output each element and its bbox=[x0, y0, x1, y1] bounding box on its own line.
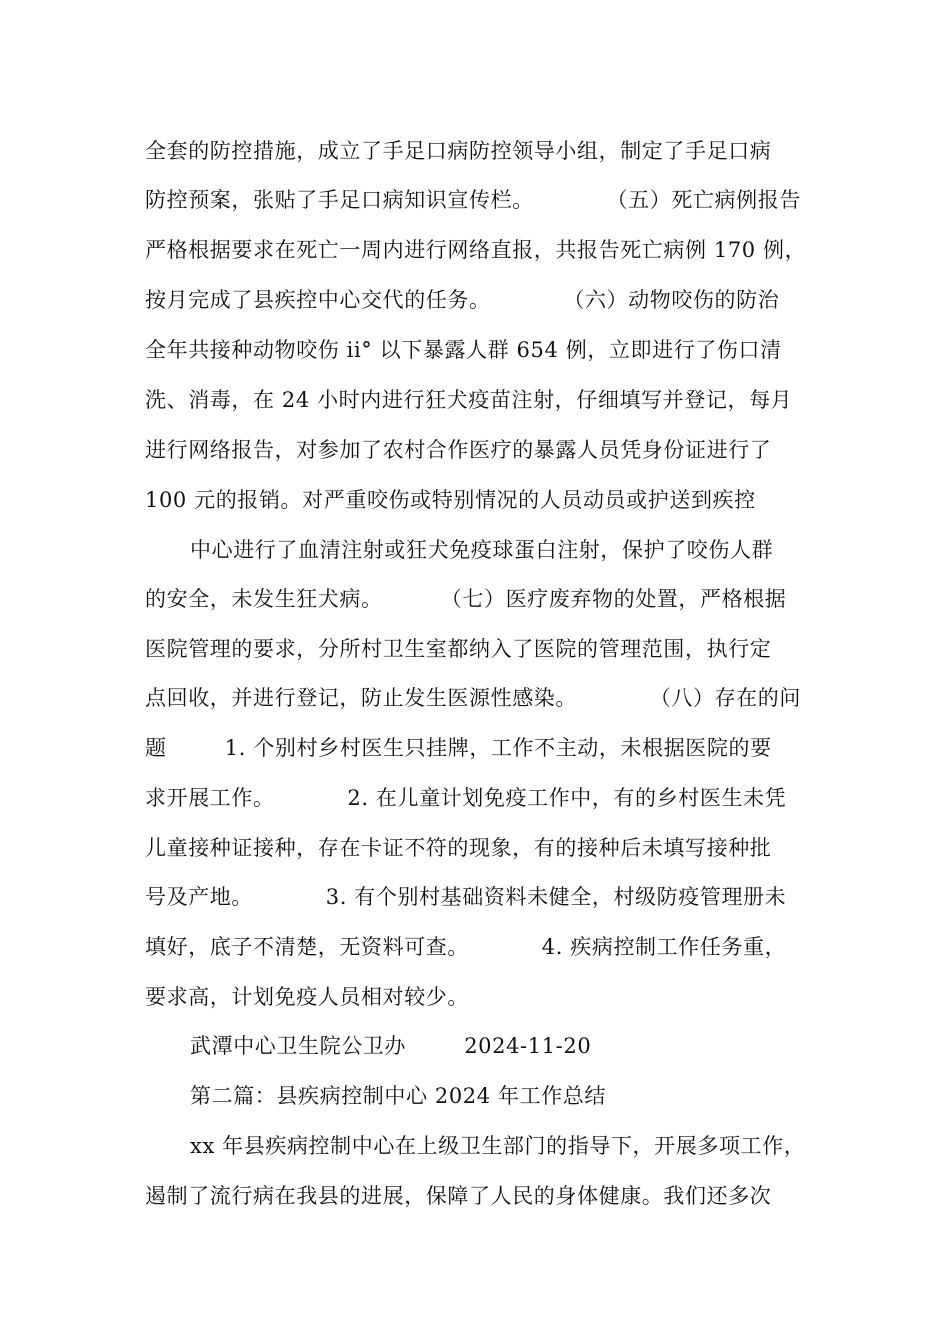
text-line: 100 元的报销。对严重咬伤或特别情况的人员动员或护送到疾控 bbox=[145, 488, 756, 512]
text-line: 按月完成了县疾控中心交代的任务。 （六）动物咬伤的防治 bbox=[145, 288, 780, 312]
text-line: 防控预案，张贴了手足口病知识宣传栏。 （五）死亡病例报告 bbox=[145, 188, 801, 212]
text-line: 点回收，并进行登记，防止发生医源性感染。 （八）存在的问 bbox=[145, 686, 801, 710]
paragraph-first-line: 中心进行了血清注射或狂犬免疫球蛋白注射，保护了咬伤人群 bbox=[190, 538, 774, 562]
text-line: 要求高，计划免疫人员相对较少。 bbox=[145, 985, 469, 1009]
text-line: 题 1. 个别村乡村医生只挂牌，工作不主动，未根据医院的要 bbox=[145, 736, 772, 760]
text-line: 儿童接种证接种，存在卡证不符的现象，有的接种后未填写接种批 bbox=[145, 836, 772, 860]
text-line: 求开展工作。 2. 在儿童计划免疫工作中，有的乡村医生未凭 bbox=[145, 786, 787, 810]
text-line: 的安全，未发生狂犬病。 （七）医疗废弃物的处置，严格根据 bbox=[145, 587, 787, 611]
signature-line: 武潭中心卫生院公卫办 2024-11-20 bbox=[190, 1034, 592, 1058]
text-line: 全年共接种动物咬伤 ii° 以下暴露人群 654 例，立即进行了伤口清 bbox=[145, 338, 782, 362]
text-line: 洗、消毒，在 24 小时内进行狂犬疫苗注射，仔细填写并登记，每月 bbox=[145, 388, 793, 412]
paragraph-first-line: xx 年县疾病控制中心在上级卫生部门的指导下，开展多项工作， bbox=[190, 1134, 806, 1158]
section-heading: 第二篇：县疾病控制中心 2024 年工作总结 bbox=[190, 1084, 606, 1108]
text-line: 医院管理的要求，分所村卫生室都纳入了医院的管理范围，执行定 bbox=[145, 637, 772, 661]
text-line: 严格根据要求在死亡一周内进行网络直报，共报告死亡病例 170 例， bbox=[145, 238, 807, 262]
text-line: 填好，底子不清楚，无资料可查。 4. 疾病控制工作任务重， bbox=[145, 935, 787, 959]
text-line: 号及产地。 3. 有个别村基础资料未健全，村级防疫管理册未 bbox=[145, 885, 787, 909]
text-line: 遏制了流行病在我县的进展，保障了人民的身体健康。我们还多次 bbox=[145, 1184, 772, 1208]
text-line: 进行网络报告，对参加了农村合作医疗的暴露人员凭身份证进行了 bbox=[145, 438, 772, 462]
text-line: 全套的防控措施，成立了手足口病防控领导小组，制定了手足口病 bbox=[145, 139, 772, 163]
